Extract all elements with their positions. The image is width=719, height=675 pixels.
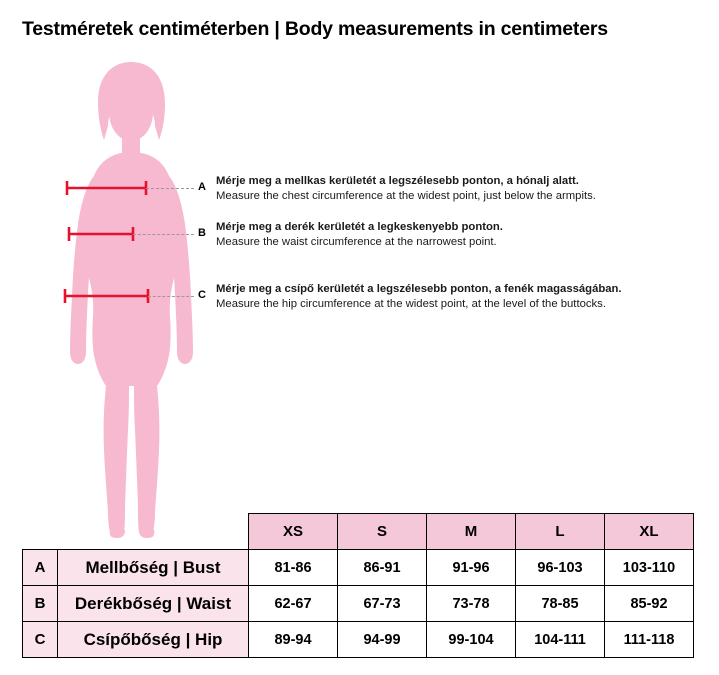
marker-letter-b: B [198, 227, 206, 239]
row-label-hip: Csípőbőség | Hip [58, 622, 249, 658]
cell-bust-m: 91-96 [427, 550, 516, 586]
leader-line-c [148, 296, 194, 297]
callout-bust [216, 174, 596, 203]
cell-waist-m: 73-78 [427, 586, 516, 622]
marker-letter-a: A [198, 181, 206, 193]
table-row [23, 622, 694, 658]
row-label-bust: Mellbőség | Bust [58, 550, 249, 586]
callout-waist-hu: Mérje meg a derék kerületét a legkeskenyebb ponton. [216, 221, 503, 233]
size-table [22, 513, 694, 658]
header-blank-label [58, 514, 249, 550]
cell-waist-xl: 85-92 [605, 586, 694, 622]
marker-letter-c: C [198, 289, 206, 301]
table-row [23, 586, 694, 622]
cell-waist-l: 78-85 [516, 586, 605, 622]
body-figure [36, 60, 216, 540]
row-letter-c: C [23, 622, 58, 658]
cell-bust-xs: 81-86 [249, 550, 338, 586]
cell-bust-xl: 103-110 [605, 550, 694, 586]
cell-bust-s: 86-91 [338, 550, 427, 586]
cell-hip-xl: 111-118 [605, 622, 694, 658]
header-size-s: S [338, 514, 427, 550]
row-label-waist: Derékbőség | Waist [58, 586, 249, 622]
header-blank-letter [23, 514, 58, 550]
row-letter-b: B [23, 586, 58, 622]
callout-bust-en: Measure the chest circumference at the widest point, just below the armpits. [216, 189, 596, 202]
cell-hip-m: 99-104 [427, 622, 516, 658]
callout-waist-en: Measure the waist circumference at the narrowest point. [216, 235, 497, 248]
callout-hip-en: Measure the hip circumference at the widest point, at the level of the buttocks. [216, 297, 606, 310]
header-size-l: L [516, 514, 605, 550]
page-title: Testméretek centiméterben | Body measurements in centimeters [22, 18, 608, 40]
header-size-xs: XS [249, 514, 338, 550]
cell-hip-s: 94-99 [338, 622, 427, 658]
cell-hip-l: 104-111 [516, 622, 605, 658]
cell-bust-l: 96-103 [516, 550, 605, 586]
cell-hip-xs: 89-94 [249, 622, 338, 658]
leader-line-a [146, 188, 194, 189]
row-letter-a: A [23, 550, 58, 586]
callout-hip-hu: Mérje meg a csípő kerületét a legszélesebb ponton, a fenék magasságában. [216, 283, 622, 295]
header-size-m: M [427, 514, 516, 550]
cell-waist-xs: 62-67 [249, 586, 338, 622]
female-body-silhouette-svg [36, 60, 216, 540]
callout-waist [216, 220, 503, 249]
leader-line-b [133, 234, 194, 235]
table-row [23, 550, 694, 586]
table-header-row [23, 514, 694, 550]
callout-hip [216, 282, 622, 311]
header-size-xl: XL [605, 514, 694, 550]
cell-waist-s: 67-73 [338, 586, 427, 622]
callout-bust-hu: Mérje meg a mellkas kerületét a legszélesebb ponton, a hónalj alatt. [216, 175, 579, 187]
